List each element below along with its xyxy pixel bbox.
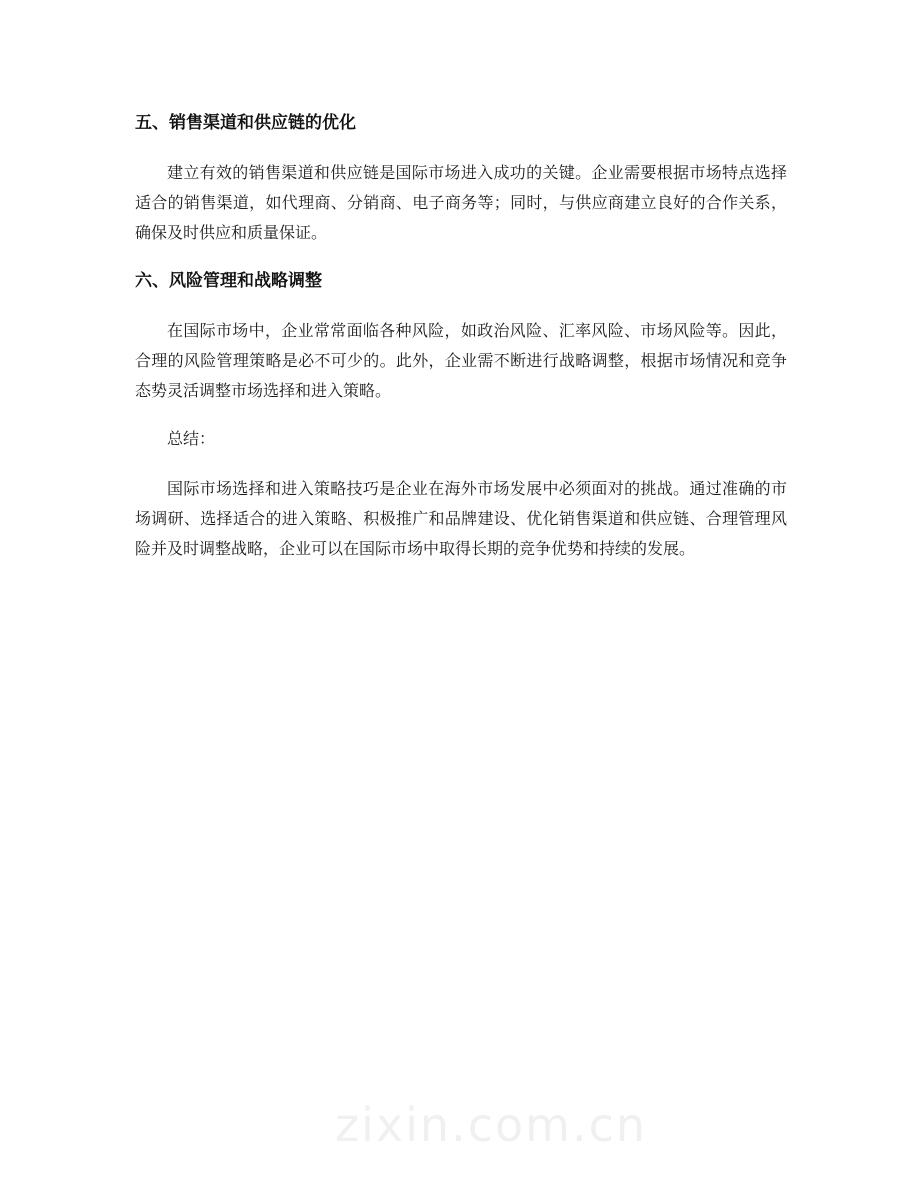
watermark-text: zixin.com.cn: [335, 1098, 648, 1152]
summary-label: 总结：: [167, 429, 216, 448]
section-paragraph-sales-channels: 建立有效的销售渠道和供应链是国际市场进入成功的关键。企业需要根据市场特点选择适合的销售渠道，如代理商、分销商、电子商务等；同时，与供应商建立良好的合作关系，确保及时供应和质量保证。: [135, 163, 787, 242]
section-heading-risk-management: 六、风险管理和战略调整: [135, 271, 322, 291]
section-paragraph-risk-management: 在国际市场中，企业常常面临各种风险，如政治风险、汇率风险、市场风险等。因此，合理的风险管理策略是必不可少的。此外，企业需不断进行战略调整，根据市场情况和竞争态势灵活调整市场选择和进入策略。: [135, 321, 787, 400]
summary-paragraph: 国际市场选择和进入策略技巧是企业在海外市场发展中必须面对的挑战。通过准确的市场调研、选择适合的进入策略、积极推广和品牌建设、优化销售渠道和供应链、合理管理风险并及时调整战略，企业可以在国际市场中取得长期的竞争优势和持续的发展。: [135, 479, 787, 558]
section-heading-sales-channels: 五、销售渠道和供应链的优化: [135, 113, 356, 133]
document-content: [135, 108, 787, 582]
